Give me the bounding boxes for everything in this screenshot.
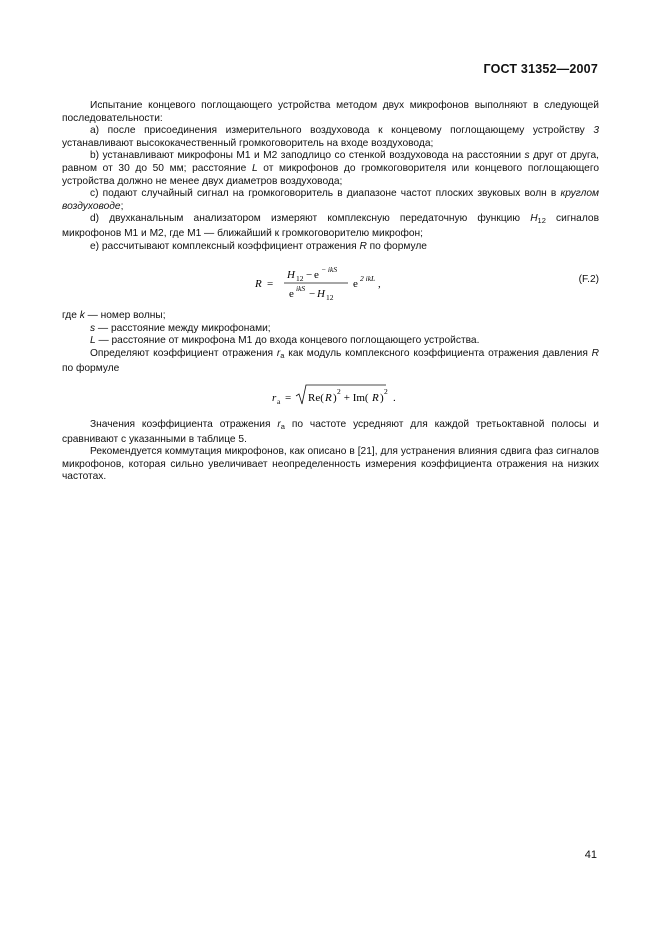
svg-text:a: a bbox=[277, 397, 281, 407]
step-b: b) устанавливают микрофоны М1 и М2 заподлицо со стенкой воздуховода на расстоянии s друг от друга, равном от 30 до 50 мм; расстояние L от микрофонов до громкоговорителя или концевого поглощающего устройства должно не менее двух диаметров воздуховода; bbox=[62, 150, 600, 187]
svg-text:r: r bbox=[272, 392, 277, 405]
svg-text:e: e bbox=[353, 278, 358, 291]
definition-L: L — расстояние от микрофона М1 до входа концевого поглощающего устройства. bbox=[90, 335, 480, 347]
svg-text:e: e bbox=[289, 288, 294, 301]
svg-text:e: e bbox=[314, 269, 319, 282]
definition-k: где k — номер волны; bbox=[62, 310, 166, 322]
svg-text:12: 12 bbox=[326, 293, 334, 303]
definition-s: s — расстояние между микрофонами; bbox=[90, 322, 271, 334]
equation-number: (F.2) bbox=[578, 274, 599, 286]
step-e: е) рассчитывают комплексный коэффициент отражения R по формуле bbox=[90, 240, 427, 252]
svg-text:2 ikL: 2 ikL bbox=[360, 274, 376, 284]
page-number: 41 bbox=[584, 849, 597, 861]
svg-text:R: R bbox=[255, 278, 262, 291]
formula-ra-graphic bbox=[270, 381, 510, 411]
svg-text:2: 2 bbox=[384, 387, 388, 397]
step-d: d) двухканальным анализатором измеряют комплексную передаточную функцию $H_{12}$ сигналов микрофонов М1 и М2, где М1 — ближайший к громкоговорителю микрофон; bbox=[62, 213, 599, 239]
step-a: а) после присоединения измерительного воздуховода к концевому поглощающему устройству 3 устанавливают высококачественный громкоговоритель на входе воздуховода; bbox=[62, 125, 599, 149]
svg-text:R: R bbox=[372, 392, 379, 405]
svg-text:): ) bbox=[333, 392, 337, 405]
svg-text:−: − bbox=[309, 288, 316, 301]
paragraph-averaging: Значения коэффициента отражения $r_a$ по частоте усредняют для каждой третьоктавной полосы и сравнивают с указанными в таблице 5. bbox=[62, 419, 599, 445]
svg-text:Re(: Re( bbox=[308, 392, 324, 405]
svg-text:2: 2 bbox=[337, 387, 341, 397]
formula-ra bbox=[62, 381, 599, 411]
formula-f2-graphic bbox=[247, 261, 587, 305]
svg-text:.: . bbox=[393, 392, 396, 405]
svg-text:ikS: ikS bbox=[296, 284, 306, 294]
svg-text:H: H bbox=[287, 269, 295, 282]
intro-paragraph: Испытание концевого поглощающего устройства методом двух микрофонов выполняют в следующей последовательности: bbox=[62, 100, 599, 124]
svg-text:− ikS: − ikS bbox=[321, 265, 338, 275]
svg-text:=: = bbox=[285, 392, 292, 405]
svg-text:−: − bbox=[306, 269, 313, 282]
paragraph-reflection: Определяют коэффициент отражения $r_a$ как модуль комплексного коэффициента отражения давления R по формуле bbox=[62, 347, 600, 374]
svg-text:,: , bbox=[378, 278, 381, 291]
document-body bbox=[62, 100, 599, 484]
svg-text:=: = bbox=[267, 278, 274, 291]
svg-text:12: 12 bbox=[296, 274, 304, 284]
paragraph-recommendation: Рекомендуется коммутация микрофонов, как описано в [21], для устранения влияния сдвига фаз сигналов микрофонов, которая сильно увеличивает неопределенность измерения коэффициента отражения на низких частотах. bbox=[62, 446, 599, 483]
step-c: с) подают случайный сигнал на громкоговоритель в диапазоне частот плоских звуковых волн в круглом воздуховоде; bbox=[62, 188, 599, 212]
svg-text:H: H bbox=[317, 288, 325, 301]
svg-text:): ) bbox=[380, 392, 384, 405]
document-header: ГОСТ 31352—2007 bbox=[483, 62, 598, 76]
formula-f2 bbox=[62, 261, 599, 305]
svg-text:R: R bbox=[325, 392, 332, 405]
svg-text:+ Im(: + Im( bbox=[341, 392, 369, 405]
definition-list bbox=[62, 323, 599, 348]
